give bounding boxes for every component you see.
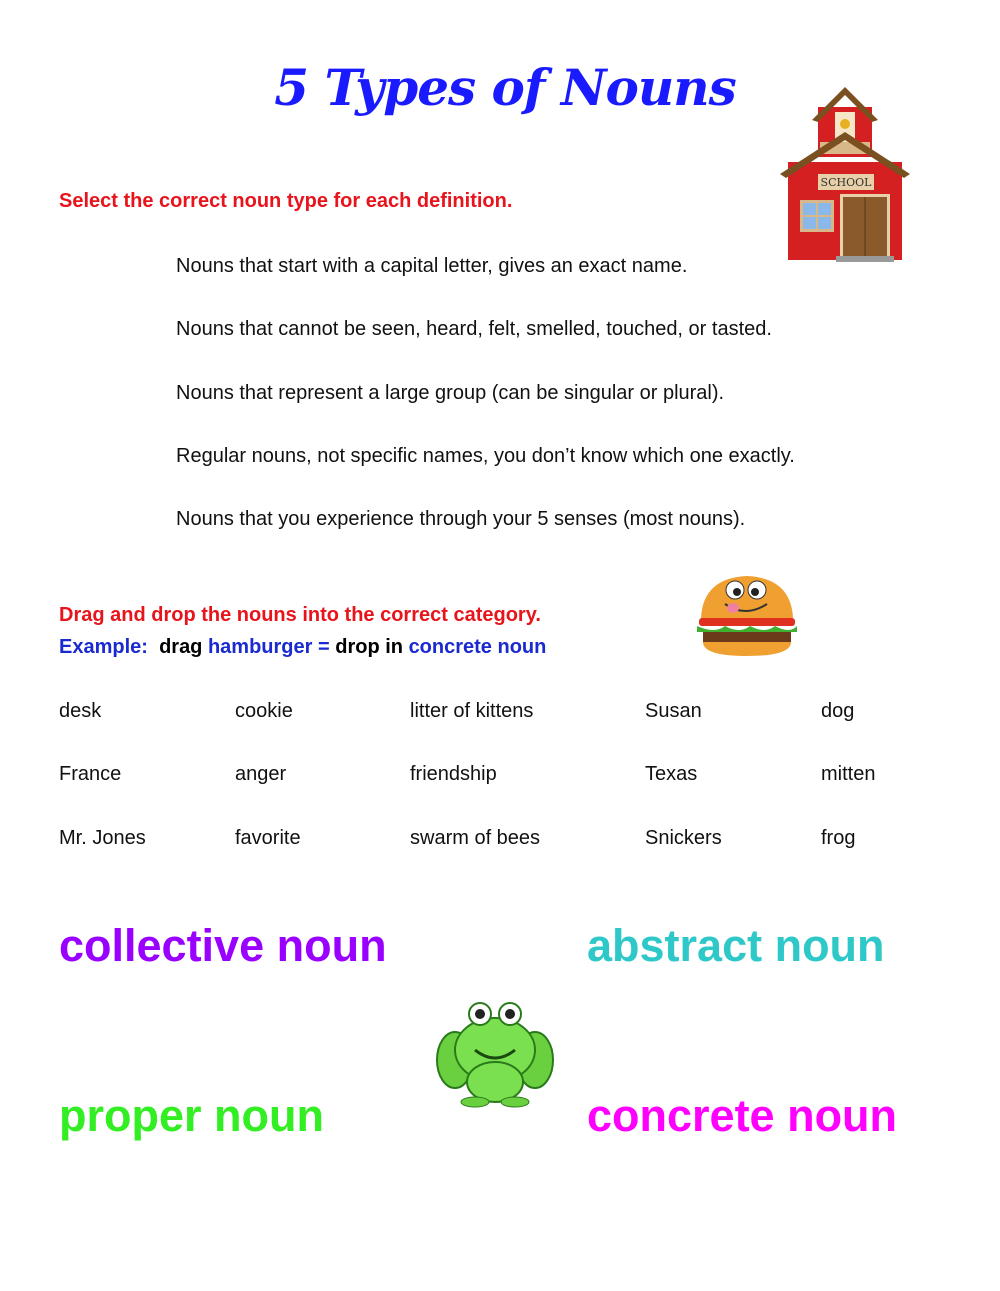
word-tile[interactable]: cookie: [235, 700, 293, 722]
word-tile[interactable]: dog: [821, 700, 855, 722]
school-sign: SCHOOL: [820, 176, 872, 189]
example-drag: drag: [159, 636, 203, 658]
word-tile[interactable]: anger: [235, 763, 287, 785]
page-title: 5 Types of Nouns: [274, 58, 736, 117]
word-tile[interactable]: swarm of bees: [410, 827, 541, 849]
drop-zone-collective-noun[interactable]: collective noun: [59, 920, 387, 971]
schoolhouse-image: [780, 82, 910, 272]
word-tile[interactable]: Mr. Jones: [59, 827, 146, 849]
definition[interactable]: Nouns that represent a large group (can be singular or plural).: [176, 382, 725, 404]
example-label: Example:: [59, 636, 148, 658]
word-tile[interactable]: friendship: [410, 763, 497, 785]
example-drop: drop in: [335, 636, 403, 658]
definition[interactable]: Nouns that cannot be seen, heard, felt, smelled, touched, or tasted.: [176, 318, 772, 340]
instruction-select: Select the correct noun type for each definition.: [59, 190, 513, 212]
example-line: [59, 636, 546, 659]
example-word: hamburger =: [207, 636, 330, 658]
definition[interactable]: Nouns that you experience through your 5 senses (most nouns).: [176, 508, 746, 530]
drop-zone-abstract-noun[interactable]: abstract noun: [587, 920, 885, 971]
definition[interactable]: Regular nouns, not specific names, you don’t know which one exactly.: [176, 445, 795, 467]
word-tile[interactable]: desk: [59, 700, 102, 722]
word-tile[interactable]: Snickers: [645, 827, 722, 849]
word-tile[interactable]: France: [59, 763, 122, 785]
word-tile[interactable]: litter of kittens: [410, 700, 534, 722]
example-target: concrete noun: [408, 636, 547, 658]
word-tile[interactable]: Susan: [645, 700, 702, 722]
drop-zone-proper-noun[interactable]: proper noun: [59, 1090, 324, 1141]
drop-zone-concrete-noun[interactable]: concrete noun: [587, 1090, 898, 1141]
hamburger-image: [695, 570, 799, 660]
frog-image: [435, 1000, 555, 1108]
definition[interactable]: Nouns that start with a capital letter, gives an exact name.: [176, 255, 688, 277]
word-tile[interactable]: Texas: [645, 763, 698, 785]
word-tile[interactable]: mitten: [821, 763, 876, 785]
word-tile[interactable]: frog: [821, 827, 856, 849]
word-tile[interactable]: favorite: [235, 827, 301, 849]
instruction-drag: Drag and drop the nouns into the correct category.: [59, 604, 541, 626]
